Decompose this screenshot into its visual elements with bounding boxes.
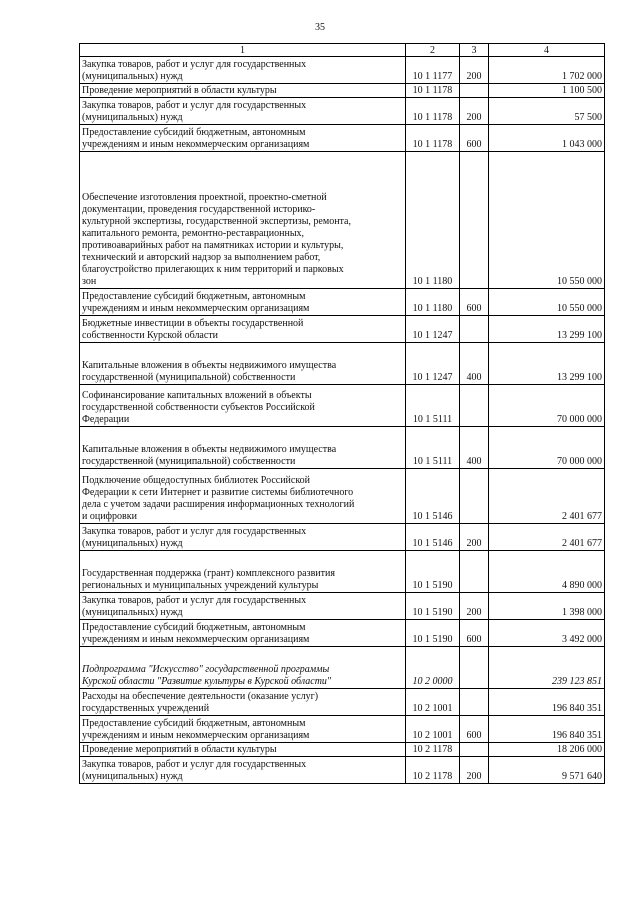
row-amount: 1 043 000 [489, 125, 605, 152]
row-expense-type: 400 [460, 343, 489, 385]
row-description [80, 98, 406, 125]
description-line: Проведение мероприятий в области культуры [82, 744, 277, 755]
row-expense-type [460, 469, 489, 524]
description-line: (муниципальных) нужд [82, 71, 183, 82]
description-line: Государственная поддержка (грант) комплексного развития [82, 568, 335, 579]
row-amount: 70 000 000 [489, 427, 605, 469]
row-code: 10 1 1178 [406, 84, 460, 98]
row-description [80, 469, 406, 524]
table-row [80, 689, 605, 716]
row-description [80, 427, 406, 469]
row-expense-type: 200 [460, 98, 489, 125]
description-line: государственной (муниципальной) собственности [82, 456, 296, 467]
row-description [80, 716, 406, 743]
description-line: Капитальные вложения в объекты недвижимого имущества [82, 360, 337, 371]
description-line: Капитальные вложения в объекты недвижимого имущества [82, 444, 337, 455]
header-col-4: 4 [489, 44, 605, 57]
row-description [80, 620, 406, 647]
description-line: Подключение общедоступных библиотек Российской [82, 475, 311, 486]
budget-table [79, 43, 605, 784]
row-expense-type [460, 316, 489, 343]
row-amount: 10 550 000 [489, 152, 605, 289]
row-amount: 239 123 851 [489, 647, 605, 689]
row-description [80, 385, 406, 427]
row-description [80, 647, 406, 689]
table-row [80, 469, 605, 524]
table-header-row [80, 44, 605, 57]
row-amount: 13 299 100 [489, 343, 605, 385]
row-code: 10 1 1178 [406, 125, 460, 152]
row-amount: 1 100 500 [489, 84, 605, 98]
row-amount: 3 492 000 [489, 620, 605, 647]
description-line: Федерации [82, 414, 130, 425]
table-row [80, 551, 605, 593]
row-expense-type [460, 743, 489, 757]
row-expense-type [460, 152, 489, 289]
table-row [80, 385, 605, 427]
row-description [80, 743, 406, 757]
description-line: документации, проведения государственной историко- [82, 204, 316, 215]
row-code: 10 2 1001 [406, 716, 460, 743]
description-line: Расходы на обеспечение деятельности (оказание услуг) [82, 691, 319, 702]
row-code: 10 1 1178 [406, 98, 460, 125]
row-amount: 1 398 000 [489, 593, 605, 620]
description-line: государственной (муниципальной) собственности [82, 372, 296, 383]
row-expense-type [460, 689, 489, 716]
description-line: собственности Курской области [82, 330, 219, 341]
description-line: и оцифровки [82, 511, 137, 522]
row-amount: 9 571 640 [489, 757, 605, 784]
description-line: (муниципальных) нужд [82, 771, 183, 782]
row-amount: 196 840 351 [489, 689, 605, 716]
description-line: Софинансирование капитальных вложений в объекты [82, 390, 312, 401]
description-line: Федерации к сети Интернет и развитие системы библиотечного [82, 487, 354, 498]
table-row [80, 57, 605, 84]
row-amount: 196 840 351 [489, 716, 605, 743]
row-expense-type: 200 [460, 593, 489, 620]
table-row [80, 289, 605, 316]
description-line: учреждениям и иным некоммерческим организациям [82, 139, 310, 150]
description-line: Предоставление субсидий бюджетным, автономным [82, 127, 306, 138]
description-line: учреждениям и иным некоммерческим организациям [82, 303, 310, 314]
table-row [80, 427, 605, 469]
table-row [80, 316, 605, 343]
description-line: (муниципальных) нужд [82, 538, 183, 549]
row-code: 10 1 5190 [406, 551, 460, 593]
row-code: 10 1 5146 [406, 469, 460, 524]
row-code: 10 1 1180 [406, 289, 460, 316]
row-expense-type: 600 [460, 620, 489, 647]
description-line: Предоставление субсидий бюджетным, автономным [82, 291, 306, 302]
description-line: благоустройство прилегающих к ним территорий и парковых [82, 264, 344, 275]
description-line: (муниципальных) нужд [82, 112, 183, 123]
row-description [80, 152, 406, 289]
row-code: 10 2 1178 [406, 757, 460, 784]
row-amount: 70 000 000 [489, 385, 605, 427]
row-expense-type [460, 551, 489, 593]
row-description [80, 343, 406, 385]
row-code: 10 1 5146 [406, 524, 460, 551]
table-row [80, 743, 605, 757]
row-amount: 10 550 000 [489, 289, 605, 316]
description-line: зон [82, 276, 97, 287]
table-row [80, 84, 605, 98]
row-expense-type [460, 84, 489, 98]
row-description [80, 84, 406, 98]
description-line: региональных и муниципальных учреждений культуры [82, 580, 319, 591]
row-amount: 13 299 100 [489, 316, 605, 343]
row-code: 10 1 5190 [406, 593, 460, 620]
table-row [80, 757, 605, 784]
row-code: 10 1 1177 [406, 57, 460, 84]
description-line: противоаварийных работ на памятниках истории и культуры, [82, 240, 344, 251]
description-line: (муниципальных) нужд [82, 607, 183, 618]
description-line: государственных учреждений [82, 703, 210, 714]
table-row [80, 343, 605, 385]
row-expense-type: 600 [460, 289, 489, 316]
description-line: Обеспечение изготовления проектной, проектно-сметной [82, 192, 327, 203]
description-line: Закупка товаров, работ и услуг для государственных [82, 595, 307, 606]
table-row [80, 593, 605, 620]
row-description [80, 289, 406, 316]
description-line: учреждениям и иным некоммерческим организациям [82, 634, 310, 645]
row-description [80, 125, 406, 152]
description-line: Закупка товаров, работ и услуг для государственных [82, 59, 307, 70]
row-description [80, 524, 406, 551]
description-line: культурной экспертизы, государственной экспертизы, ремонта, [82, 216, 351, 227]
row-code: 10 1 5111 [406, 385, 460, 427]
description-line: учреждениям и иным некоммерческим организациям [82, 730, 310, 741]
row-code: 10 2 1178 [406, 743, 460, 757]
row-expense-type [460, 647, 489, 689]
description-line: Подпрограмма "Искусство" государственной программы [82, 664, 330, 675]
row-expense-type: 400 [460, 427, 489, 469]
description-line: Проведение мероприятий в области культуры [82, 85, 277, 96]
description-line: Закупка товаров, работ и услуг для государственных [82, 100, 307, 111]
row-expense-type: 600 [460, 716, 489, 743]
row-expense-type [460, 385, 489, 427]
row-code: 10 1 1247 [406, 343, 460, 385]
table-row [80, 125, 605, 152]
row-amount: 57 500 [489, 98, 605, 125]
table-row [80, 524, 605, 551]
row-amount: 1 702 000 [489, 57, 605, 84]
table-row [80, 647, 605, 689]
row-expense-type: 200 [460, 757, 489, 784]
description-line: дела с учетом задачи расширения информационных технологий [82, 499, 355, 510]
header-col-2: 2 [406, 44, 460, 57]
description-line: технический и авторский надзор за выполнением работ, [82, 252, 321, 263]
description-line: Предоставление субсидий бюджетным, автономным [82, 718, 306, 729]
row-code: 10 2 0000 [406, 647, 460, 689]
row-amount: 4 890 000 [489, 551, 605, 593]
row-amount: 2 401 677 [489, 524, 605, 551]
row-code: 10 1 1180 [406, 152, 460, 289]
description-line: Предоставление субсидий бюджетным, автономным [82, 622, 306, 633]
header-col-1: 1 [80, 44, 406, 57]
description-line: государственной собственности субъектов Российской [82, 402, 315, 413]
row-code: 10 1 5190 [406, 620, 460, 647]
table-row [80, 98, 605, 125]
row-description [80, 316, 406, 343]
description-line: Курской области "Развитие культуры в Курской области" [82, 676, 332, 687]
row-amount: 2 401 677 [489, 469, 605, 524]
description-line: Закупка товаров, работ и услуг для государственных [82, 526, 307, 537]
description-line: Бюджетные инвестиции в объекты государственной [82, 318, 304, 329]
table-body [80, 57, 605, 784]
row-description [80, 57, 406, 84]
row-code: 10 1 1247 [406, 316, 460, 343]
row-amount: 18 206 000 [489, 743, 605, 757]
row-description [80, 551, 406, 593]
description-line: Закупка товаров, работ и услуг для государственных [82, 759, 307, 770]
description-line: капитального ремонта, ремонтно-реставрационных, [82, 228, 305, 239]
table-row [80, 716, 605, 743]
row-description [80, 757, 406, 784]
row-code: 10 2 1001 [406, 689, 460, 716]
page-number: 35 [315, 22, 325, 33]
header-col-3: 3 [460, 44, 489, 57]
row-code: 10 1 5111 [406, 427, 460, 469]
row-expense-type: 200 [460, 57, 489, 84]
row-expense-type: 200 [460, 524, 489, 551]
table-row [80, 152, 605, 289]
row-expense-type: 600 [460, 125, 489, 152]
table-row [80, 620, 605, 647]
row-description [80, 689, 406, 716]
row-description [80, 593, 406, 620]
